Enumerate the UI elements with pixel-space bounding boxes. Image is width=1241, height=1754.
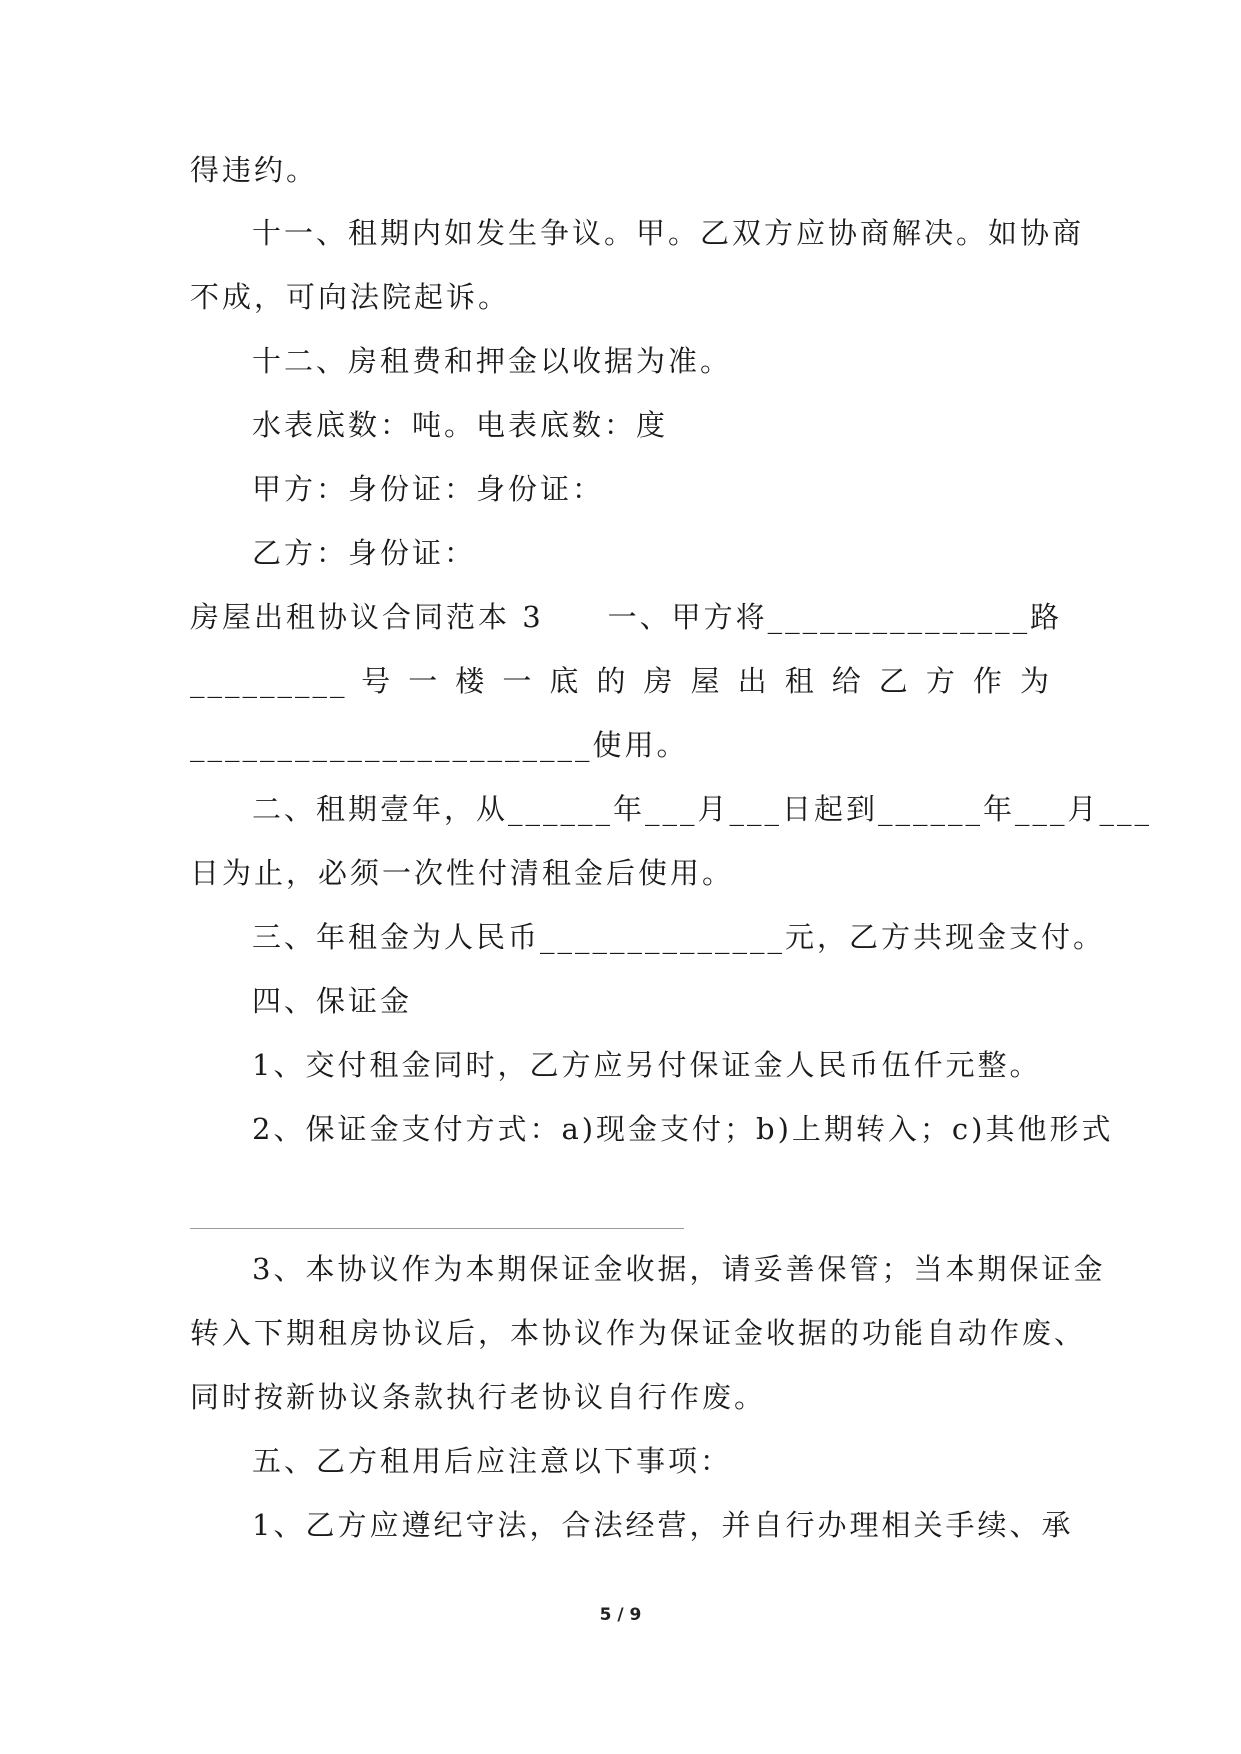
paragraph-line: 得违约。	[190, 153, 319, 187]
clause-5-item-1: 1、乙方应遵纪守法，合法经营，并自行办理相关手续、承	[252, 1508, 1074, 1542]
page-number: 5 / 9	[599, 1605, 642, 1625]
deposit-heading: 四、保证金	[252, 984, 413, 1018]
deposit-item-1: 1、交付租金同时，乙方应另付保证金人民币伍仟元整。	[252, 1048, 1042, 1082]
paragraph-line: 同时按新协议条款执行老协议自行作废。	[190, 1380, 767, 1414]
paragraph-line: _______________________使用。	[190, 728, 689, 762]
lease-term-line: 二、租期壹年，从______年___月___日起到______年___月___	[252, 792, 1153, 826]
clause-12-line: 十二、房租费和押金以收据为准。	[252, 344, 733, 378]
meter-readings-line: 水表底数：吨。电表底数：度	[252, 408, 669, 442]
party-b-id-line: 乙方：身份证：	[252, 536, 477, 570]
clause-5-heading: 五、乙方租用后应注意以下事项：	[252, 1444, 733, 1478]
paragraph-line: 转入下期租房协议后，本协议作为保证金收据的功能自动作废、	[190, 1316, 1087, 1350]
clause-11-line: 十一、租期内如发生争议。甲。乙双方应协商解决。如协商	[252, 216, 1085, 250]
paragraph-line: 日为止，必须一次性付清租金后使用。	[190, 856, 735, 890]
deposit-item-3: 3、本协议作为本期保证金收据，请妥善保管；当本期保证金	[252, 1252, 1106, 1286]
party-a-id-line: 甲方：身份证：身份证：	[252, 472, 605, 506]
deposit-item-2: 2、保证金支付方式：a)现金支付；b)上期转入；c)其他形式	[252, 1112, 1114, 1146]
blank-fill-line	[190, 1228, 684, 1229]
paragraph-line: _________ 号 一 楼 一 底 的 房 屋 出 租 给 乙 方 作 为	[190, 664, 1052, 698]
paragraph-line: 不成，可向法院起诉。	[190, 280, 511, 314]
annual-rent-line: 三、年租金为人民币______________元，乙方共现金支付。	[252, 920, 1106, 954]
contract-3-heading-line: 房屋出租协议合同范本 3 一、甲方将_______________路	[190, 600, 1063, 634]
